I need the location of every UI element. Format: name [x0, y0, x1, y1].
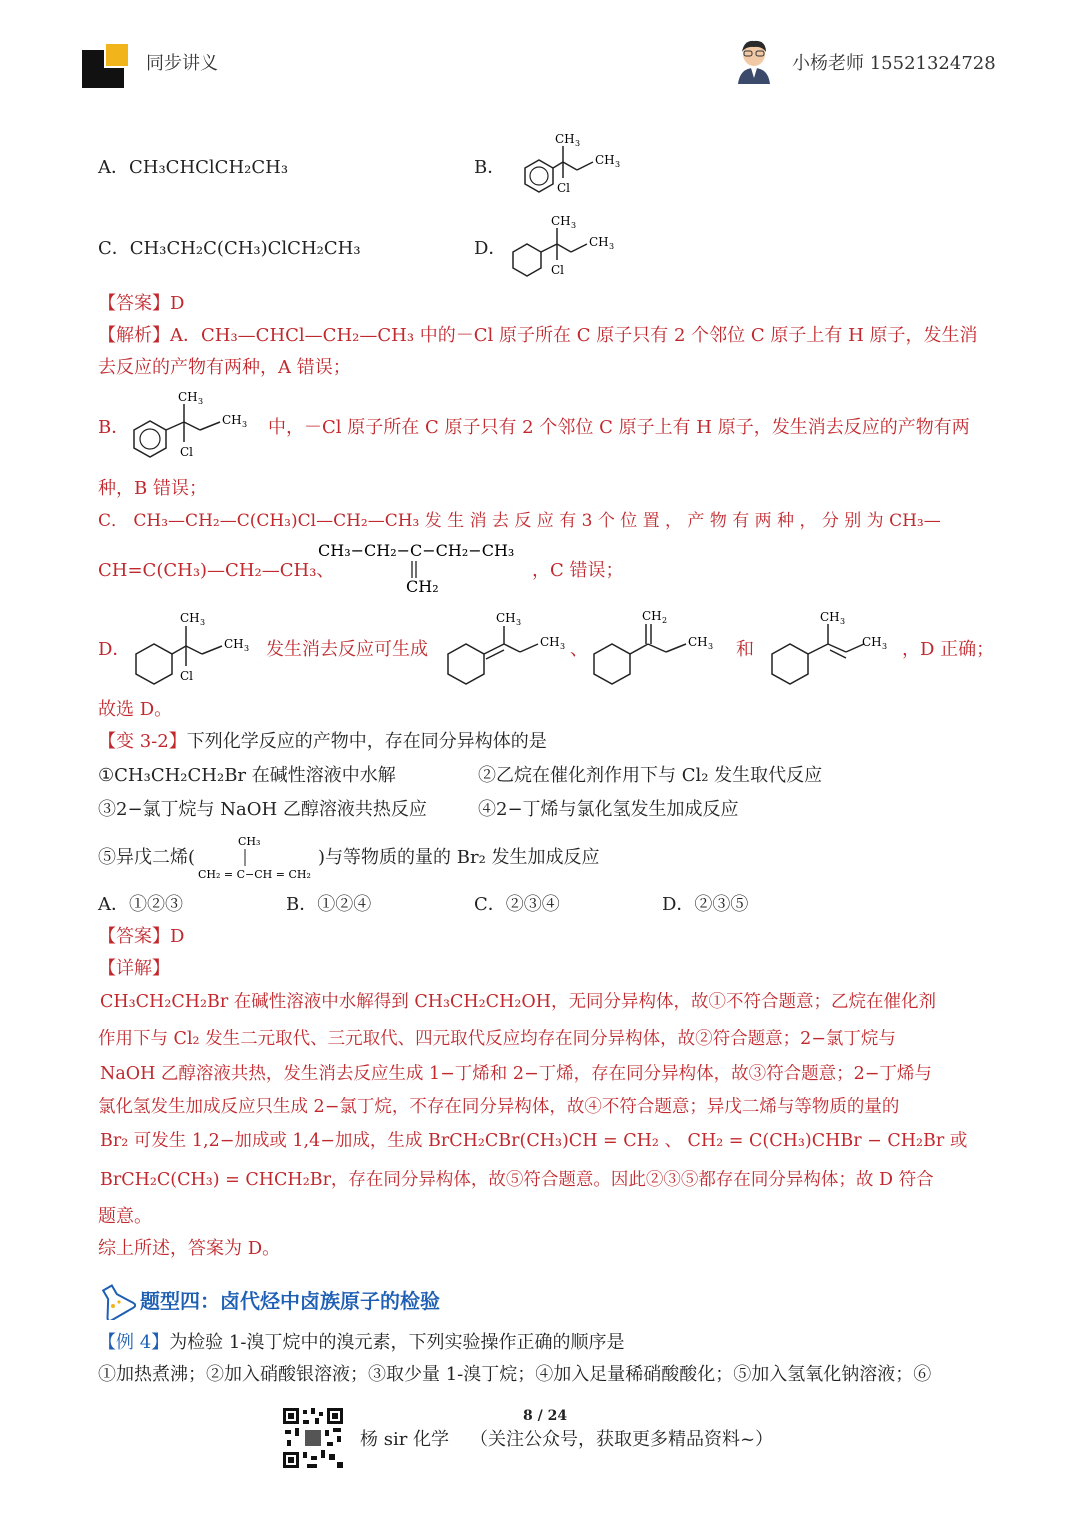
- q32-item-4: ④2−丁烯与氯化氢发生加成反应: [478, 799, 739, 820]
- chem-sub-label: 3: [200, 618, 206, 627]
- analysis-conclusion: 故选 D。: [98, 699, 173, 720]
- chem-cl-label: Cl: [180, 445, 194, 459]
- chem-ch2-label: CH: [642, 609, 662, 623]
- chem-ch3-label: CH: [589, 235, 609, 249]
- logo-icon: [80, 40, 136, 90]
- chem-sub-label: 2: [662, 616, 668, 625]
- q32-detail-line-4: 氯化氢发生加成反应只生成 2−氯丁烷，不存在同分异构体，故④不符合题意；异戊二烯与等物质的量的: [98, 1097, 900, 1117]
- chem-sub-label: 3: [708, 642, 714, 651]
- chem-structure-top: CH₃−CH₂−C−CH₂−CH₃: [318, 541, 515, 560]
- chem-ch3-label: CH: [180, 611, 200, 625]
- q32-item-3: ③2−氯丁烷与 NaOH 乙醇溶液共热反应: [98, 799, 427, 820]
- q32-option-d: D．②③⑤: [662, 894, 749, 915]
- chem-sub-label: 3: [840, 617, 846, 626]
- structure-b-benzene: [505, 128, 630, 200]
- q32-option-b: B．①②④: [286, 894, 372, 915]
- answer-prev: 【答案】D: [98, 293, 185, 314]
- q32-detail-line-2: 作用下与 Cl₂ 发生二元取代、三元取代、四元取代反应均存在同分异构体，故②符合题意；2−氯丁烷与: [98, 1029, 896, 1049]
- q32-item-5a: ⑤异戊二烯(: [98, 847, 196, 868]
- analysis-d-and: 和: [736, 639, 754, 660]
- q32-title: [98, 730, 547, 754]
- chem-ch3-label: CH: [595, 153, 615, 167]
- analysis-b-structure: [128, 386, 258, 462]
- chem-sub-label: 3: [560, 642, 566, 651]
- analysis-d-label: D．: [98, 639, 131, 660]
- chem-sub-label: 3: [198, 397, 204, 406]
- header-left-title: 同步讲义: [146, 53, 218, 74]
- chem-sub-label: 3: [609, 242, 615, 251]
- analysis-d-structure: [130, 604, 260, 688]
- analysis-c-line-1: C． CH₃—CH₂—C(CH₃)Cl—CH₂—CH₃ 发 生 消 去 反 应 有 3 个 位 置 ， 产 物 有 两 种 ， 分 别 为 CH₃—: [98, 511, 941, 531]
- chem-sub-label: 3: [571, 221, 577, 230]
- analysis-b-label: B．: [98, 417, 130, 438]
- product-1-structure: [444, 604, 574, 688]
- q32-detail-line-3: NaOH 乙醇溶液共热，发生消去反应生成 1−丁烯和 2−丁烯，存在同分异构体，故③符合题意；2−丁烯与: [100, 1064, 932, 1084]
- isoprene-top: CH₃: [238, 835, 261, 848]
- header-right-title: 小杨老师 15521324728: [792, 53, 996, 74]
- structure-d-cyclohexane: [505, 210, 630, 282]
- q32-detail-label: 【详解】: [98, 958, 170, 979]
- chem-ch3-label: CH: [178, 390, 198, 404]
- flask-icon: [96, 1282, 136, 1320]
- chem-sub-label: 3: [615, 160, 621, 169]
- example-4-steps: ①加热煮沸；②加入硝酸银溶液；③取少量 1-溴丁烷；④加入足量稀硝酸酸化；⑤加入氢氧化钠溶液；⑥: [98, 1364, 932, 1385]
- example-4-tag: 【例 4】: [98, 1332, 170, 1353]
- footer-brand: 杨 sir 化学: [360, 1429, 450, 1450]
- chem-sub-label: 3: [882, 642, 888, 651]
- chem-ch3-label: CH: [224, 637, 244, 651]
- example-4-text: 为检验 1-溴丁烷中的溴元素，下列实验操作正确的顺序是: [169, 1332, 625, 1353]
- chem-ch3-label: CH: [820, 610, 840, 624]
- analysis-line-2: 去反应的产物有两种，A 错误；: [98, 357, 351, 378]
- q32-option-c: C．②③④: [474, 894, 560, 915]
- chem-ch3-label: CH: [540, 635, 560, 649]
- chem-sub-label: 3: [575, 139, 581, 148]
- q32-detail-line-1: CH₃CH₂CH₂Br 在碱性溶液中水解得到 CH₃CH₂CH₂OH，无同分异构体，故①不符合题意；乙烷在催化剂: [100, 992, 936, 1012]
- q32-tag: 【变 3-2】: [98, 731, 187, 752]
- qr-code-icon: [281, 1406, 345, 1470]
- option-d-label: D．: [474, 238, 507, 259]
- q32-option-a: A．①②③: [98, 894, 183, 915]
- chem-ch3-label: CH: [555, 132, 575, 146]
- section-4-title: 题型四：卤代烃中卤族原子的检验: [140, 1289, 440, 1313]
- analysis-d-text: 发生消去反应可生成: [266, 639, 428, 660]
- isoprene-structure: [196, 830, 320, 884]
- product-3-structure: [768, 604, 898, 688]
- analysis-c-line-2b: ，C 错误；: [532, 560, 624, 581]
- analysis-b-text: 中，－Cl 原子所在 C 原子只有 2 个邻位 C 原子上有 H 原子，发生消去反应的产物有两: [268, 417, 970, 438]
- analysis-b-text-2: 种，B 错误；: [98, 478, 207, 499]
- chem-cl-label: Cl: [557, 181, 571, 195]
- q32-summary: 综上所述，答案为 D。: [98, 1238, 281, 1259]
- analysis-d-separator: 、: [570, 639, 588, 660]
- chem-sub-label: 3: [244, 644, 250, 653]
- q32-title-text: 下列化学反应的产物中，存在同分异构体的是: [186, 731, 547, 752]
- option-c: C．CH₃CH₂C(CH₃)ClCH₂CH₃: [98, 238, 361, 259]
- chem-ch3-label: CH: [222, 413, 242, 427]
- q32-item-2: ②乙烷在催化剂作用下与 Cl₂ 发生取代反应: [478, 765, 823, 786]
- product-2-structure: [590, 604, 725, 688]
- q32-detail-line-6: BrCH₂C(CH₃) = CHCH₂Br，存在同分异构体，故⑤符合题意。因此②③⑤都存在同分异构体；故 D 符合: [100, 1170, 934, 1190]
- footer-note: （关注公众号，获取更多精品资料~）: [470, 1429, 774, 1450]
- chem-sub-label: 3: [242, 420, 248, 429]
- chem-ch3-label: CH: [862, 635, 882, 649]
- q32-detail-line-7: 题意。: [98, 1206, 152, 1227]
- example-4: [98, 1331, 624, 1355]
- page-number: 8 / 24: [523, 1408, 568, 1424]
- chem-ch3-label: CH: [688, 635, 708, 649]
- q32-item-5b: )与等物质的量的 Br₂ 发生加成反应: [318, 847, 600, 868]
- option-b-label: B．: [474, 157, 506, 178]
- chem-sub-label: 3: [516, 618, 522, 627]
- q32-detail-line-5: Br₂ 可发生 1,2−加成或 1,4−加成，生成 BrCH₂CBr(CH₃)CH = CH₂ 、 CH₂ = C(CH₃)CHBr − CH₂Br 或: [100, 1131, 968, 1151]
- isoprene-bottom: CH₂ = C−CH = CH₂: [198, 868, 311, 881]
- analysis-line-1: 【解析】A．CH₃—CHCl—CH₂—CH₃ 中的－Cl 原子所在 C 原子只有 2 个邻位 C 原子上有 H 原子，发生消: [98, 325, 978, 346]
- chem-cl-label: Cl: [180, 669, 194, 683]
- chem-cl-label: Cl: [551, 263, 565, 277]
- q32-answer: 【答案】D: [98, 926, 185, 947]
- teacher-avatar-icon: [734, 38, 774, 84]
- chem-ch3-label: CH: [551, 214, 571, 228]
- chem-ch3-label: CH: [496, 611, 516, 625]
- analysis-c-line-2a: CH=C(CH₃)—CH₂—CH₃、: [98, 560, 335, 581]
- option-a: A．CH₃CHClCH₂CH₃: [98, 157, 289, 178]
- analysis-c-structure: [316, 538, 526, 598]
- chem-structure-bottom: CH₂: [406, 577, 439, 596]
- q32-item-1: ①CH₃CH₂CH₂Br 在碱性溶液中水解: [98, 765, 396, 786]
- analysis-d-end: ，D 正确；: [902, 639, 995, 660]
